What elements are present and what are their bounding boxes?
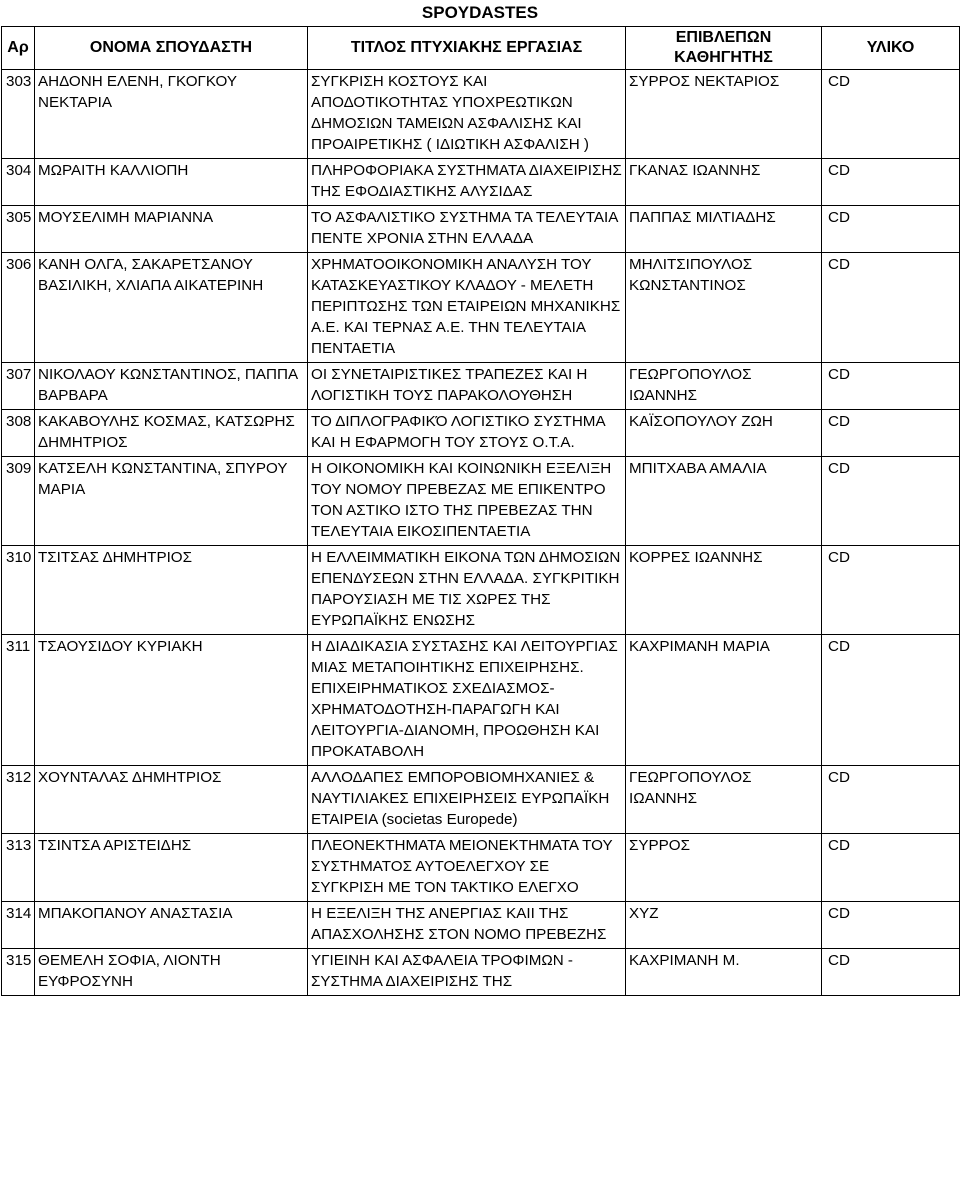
cell-thesis-title: ΣΥΓΚΡΙΣΗ ΚΟΣΤΟΥΣ ΚΑΙ ΑΠΟΔΟΤΙΚΟΤΗΤΑΣ ΥΠΟΧΡΕΩΤΙΚΩΝ ΔΗΜΟΣΙΩΝ ΤΑΜΕΙΩΝ ΑΣΦΑΛΙΣΗΣ ΚΑΙ ΠΡΟΑΙΡΕΤΙΚΗΣ ( ΙΔΙΩΤΙΚΗ ΑΣΦΑΛΙΣΗ ): [308, 70, 626, 159]
cell-supervisor: ΓΕΩΡΓΟΠΟΥΛΟΣ ΙΩΑΝΝΗΣ: [626, 363, 822, 410]
cell-num: 309: [2, 457, 35, 546]
page-title: SPOYDASTES: [421, 3, 539, 22]
cell-supervisor: ΣΥΡΡΟΣ: [626, 834, 822, 902]
cell-thesis-title: Η ΔΙΑΔΙΚΑΣΙΑ ΣΥΣΤΑΣΗΣ ΚΑΙ ΛΕΙΤΟΥΡΓΙΑΣ ΜΙΑΣ ΜΕΤΑΠΟΙΗΤΙΚΗΣ ΕΠΙΧΕΙΡΗΣΗΣ. ΕΠΙΧΕΙΡΗΜΑΤΙΚΟΣ ΣΧΕΔΙΑΣΜΟΣ-ΧΡΗΜΑΤΟΔΟΤΗΣΗ-ΠΑΡΑΓΩΓΗ ΚΑΙ ΛΕΙΤΟΥΡΓΙΑ-ΔΙΑΝΟΜΗ, ΠΡΟΩΘΗΣΗ ΚΑΙ ΠΡΟΚΑΤΑΒΟΛΗ: [308, 635, 626, 766]
cell-student-name: ΜΟΥΣΕΛΙΜΗ ΜΑΡΙΑΝΝΑ: [35, 206, 308, 253]
cell-num: 312: [2, 766, 35, 834]
cell-supervisor: ΓΕΩΡΓΟΠΟΥΛΟΣ ΙΩΑΝΝΗΣ: [626, 766, 822, 834]
cell-student-name: ΑΗΔΟΝΗ ΕΛΕΝΗ, ΓΚΟΓΚΟΥ ΝΕΚΤΑΡΙΑ: [35, 70, 308, 159]
cell-supervisor: ΠΑΠΠΑΣ ΜΙΛΤΙΑΔΗΣ: [626, 206, 822, 253]
cell-material: CD: [822, 766, 960, 834]
cell-num: 315: [2, 949, 35, 996]
cell-material: CD: [822, 159, 960, 206]
cell-material: CD: [822, 902, 960, 949]
cell-student-name: ΧΟΥΝΤΑΛΑΣ ΔΗΜΗΤΡΙΟΣ: [35, 766, 308, 834]
table-row: [2, 363, 960, 410]
cell-student-name: ΚΑΚΑΒΟΥΛΗΣ ΚΟΣΜΑΣ, ΚΑΤΣΩΡΗΣ ΔΗΜΗΤΡΙΟΣ: [35, 410, 308, 457]
cell-num: 305: [2, 206, 35, 253]
cell-material: CD: [822, 949, 960, 996]
cell-student-name: ΝΙΚΟΛΑΟΥ ΚΩΝΣΤΑΝΤΙΝΟΣ, ΠΑΠΠΑ ΒΑΡΒΑΡΑ: [35, 363, 308, 410]
cell-material: CD: [822, 253, 960, 363]
header-student: ΟΝΟΜΑ ΣΠΟΥΔΑΣΤΗ: [35, 27, 308, 70]
cell-thesis-title: ΑΛΛΟΔΑΠΕΣ ΕΜΠΟΡΟΒΙΟΜΗΧΑΝΙΕΣ & ΝΑΥΤΙΛΙΑΚΕΣ ΕΠΙΧΕΙΡΗΣΕΙΣ ΕΥΡΩΠΑΪΚΗ ΕΤΑΙΡΕΙΑ (societas Europede): [308, 766, 626, 834]
cell-supervisor: ΣΥΡΡΟΣ ΝΕΚΤΑΡΙΟΣ: [626, 70, 822, 159]
cell-supervisor: ΚΑΧΡΙΜΑΝΗ ΜΑΡΙΑ: [626, 635, 822, 766]
cell-thesis-title: Η ΕΞΕΛΙΞΗ ΤΗΣ ΑΝΕΡΓΙΑΣ ΚΑΙΙ ΤΗΣ ΑΠΑΣΧΟΛΗΣΗΣ ΣΤΟΝ ΝΟΜΟ ΠΡΕΒΕΖΗΣ: [308, 902, 626, 949]
cell-num: 310: [2, 546, 35, 635]
header-num: Αρ: [2, 27, 35, 70]
cell-material: CD: [822, 410, 960, 457]
cell-thesis-title: ΧΡΗΜΑΤΟΟΙΚΟΝΟΜΙΚΗ ΑΝΑΛΥΣΗ ΤΟΥ ΚΑΤΑΣΚΕΥΑΣΤΙΚΟΥ ΚΛΑΔΟΥ - ΜΕΛΕΤΗ ΠΕΡΙΠΤΩΣΗΣ ΤΩΝ ΕΤΑΙΡΕΙΩΝ ΜΗΧΑΝΙΚΗΣ Α.Ε. ΚΑΙ ΤΕΡΝΑΣ Α.Ε. ΤΗΝ ΤΕΛΕΥΤΑΙΑ ΠΕΝΤΑΕΤΙΑ: [308, 253, 626, 363]
cell-thesis-title: ΟΙ ΣΥΝΕΤΑΙΡΙΣΤΙΚΕΣ ΤΡΑΠΕΖΕΣ ΚΑΙ Η ΛΟΓΙΣΤΙΚΗ ΤΟΥΣ ΠΑΡΑΚΟΛΟΥΘΗΣΗ: [308, 363, 626, 410]
cell-material: CD: [822, 635, 960, 766]
cell-student-name: ΚΑΤΣΕΛΗ ΚΩΝΣΤΑΝΤΙΝΑ, ΣΠΥΡΟΥ ΜΑΡΙΑ: [35, 457, 308, 546]
table-row: [2, 949, 960, 996]
cell-supervisor: ΚΑΧΡΙΜΑΝΗ Μ.: [626, 949, 822, 996]
table-body: [2, 70, 960, 996]
cell-student-name: ΘΕΜΕΛΗ ΣΟΦΙΑ, ΛΙΟΝΤΗ ΕΥΦΡΟΣΥΝΗ: [35, 949, 308, 996]
cell-material: CD: [822, 546, 960, 635]
cell-material: CD: [822, 70, 960, 159]
cell-num: 308: [2, 410, 35, 457]
cell-thesis-title: ΥΓΙΕΙΝΗ ΚΑΙ ΑΣΦΑΛΕΙΑ ΤΡΟΦΙΜΩΝ - ΣΥΣΤΗΜΑ ΔΙΑΧΕΙΡΙΣΗΣ ΤΗΣ: [308, 949, 626, 996]
cell-student-name: ΤΣΙΤΣΑΣ ΔΗΜΗΤΡΙΟΣ: [35, 546, 308, 635]
cell-thesis-title: ΠΛΕΟΝΕΚΤΗΜΑΤΑ ΜΕΙΟΝΕΚΤΗΜΑΤΑ ΤΟΥ ΣΥΣΤΗΜΑΤΟΣ ΑΥΤΟΕΛΕΓΧΟΥ ΣΕ ΣΥΓΚΡΙΣΗ ΜΕ ΤΟΝ ΤΑΚΤΙΚΟ ΕΛΕΓΧΟ: [308, 834, 626, 902]
header-supervisor: ΕΠΙΒΛΕΠΩΝ ΚΑΘΗΓΗΤΗΣ: [626, 27, 822, 70]
cell-num: 307: [2, 363, 35, 410]
cell-thesis-title: ΠΛΗΡΟΦΟΡΙΑΚΑ ΣΥΣΤΗΜΑΤΑ ΔΙΑΧΕΙΡΙΣΗΣ ΤΗΣ ΕΦΟΔΙΑΣΤΙΚΗΣ ΑΛΥΣΙΔΑΣ: [308, 159, 626, 206]
table-row: [2, 410, 960, 457]
table-row: [2, 70, 960, 159]
header-thesis: ΤΙΤΛΟΣ ΠΤΥΧΙΑΚΗΣ ΕΡΓΑΣΙΑΣ: [308, 27, 626, 70]
cell-material: CD: [822, 457, 960, 546]
cell-num: 304: [2, 159, 35, 206]
table-row: [2, 457, 960, 546]
table-row: [2, 159, 960, 206]
cell-supervisor: ΚΟΡΡΕΣ ΙΩΑΝΝΗΣ: [626, 546, 822, 635]
header-row: [2, 27, 960, 70]
cell-student-name: ΜΩΡΑΙΤΗ ΚΑΛΛΙΟΠΗ: [35, 159, 308, 206]
cell-num: 313: [2, 834, 35, 902]
cell-material: CD: [822, 834, 960, 902]
table-row: [2, 206, 960, 253]
cell-student-name: ΚΑΝΗ ΟΛΓΑ, ΣΑΚΑΡΕΤΣΑΝΟΥ ΒΑΣΙΛΙΚΗ, ΧΛΙΑΠΑ ΑΙΚΑΤΕΡΙΝΗ: [35, 253, 308, 363]
table-row: [2, 253, 960, 363]
cell-supervisor: ΓΚΑΝΑΣ ΙΩΑΝΝΗΣ: [626, 159, 822, 206]
cell-num: 311: [2, 635, 35, 766]
cell-num: 303: [2, 70, 35, 159]
cell-thesis-title: ΤΟ ΔΙΠΛΟΓΡΑΦΙΚΌ ΛΟΓΙΣΤΙΚΟ ΣΥΣΤΗΜΑ ΚΑΙ Η ΕΦΑΡΜΟΓΗ ΤΟΥ ΣΤΟΥΣ Ο.Τ.Α.: [308, 410, 626, 457]
table-row: [2, 635, 960, 766]
cell-material: CD: [822, 206, 960, 253]
cell-student-name: ΜΠΑΚΟΠΑΝΟΥ ΑΝΑΣΤΑΣΙΑ: [35, 902, 308, 949]
cell-supervisor: ΜΠΙΤΧΑΒΑ ΑΜΑΛΙΑ: [626, 457, 822, 546]
cell-supervisor: ΜΗΛΙΤΣΙΠΟΥΛΟΣ ΚΩΝΣΤΑΝΤΙΝΟΣ: [626, 253, 822, 363]
cell-supervisor: ΚΑΪΣΟΠΟΥΛΟΥ ΖΩΗ: [626, 410, 822, 457]
header-material: ΥΛΙΚΟ: [822, 27, 960, 70]
cell-student-name: ΤΣΑΟΥΣΙΔΟΥ ΚΥΡΙΑΚΗ: [35, 635, 308, 766]
cell-num: 314: [2, 902, 35, 949]
cell-num: 306: [2, 253, 35, 363]
table-row: [2, 766, 960, 834]
table-row: [2, 834, 960, 902]
cell-student-name: ΤΣΙΝΤΣΑ ΑΡΙΣΤΕΙΔΗΣ: [35, 834, 308, 902]
cell-thesis-title: Η ΟΙΚΟΝΟΜΙΚΗ ΚΑΙ ΚΟΙΝΩΝΙΚΗ ΕΞΕΛΙΞΗ ΤΟΥ ΝΟΜΟΥ ΠΡΕΒΕΖΑΣ ΜΕ ΕΠΙΚΕΝΤΡΟ ΤΟΝ ΑΣΤΙΚΟ ΙΣΤΟ ΤΗΣ ΠΡΕΒΕΖΑΣ ΤΗΝ ΤΕΛΕΥΤΑΙΑ ΕΙΚΟΣΙΠΕΝΤΑΕΤΙΑ: [308, 457, 626, 546]
cell-thesis-title: ΤΟ ΑΣΦΑΛΙΣΤΙΚΟ ΣΥΣΤΗΜΑ ΤΑ ΤΕΛΕΥΤΑΙΑ ΠΕΝΤΕ ΧΡΟΝΙΑ ΣΤΗΝ ΕΛΛΑΔΑ: [308, 206, 626, 253]
cell-material: CD: [822, 363, 960, 410]
cell-thesis-title: Η ΕΛΛΕΙΜΜΑΤΙΚΗ ΕΙΚΟΝΑ ΤΩΝ ΔΗΜΟΣΙΩΝ ΕΠΕΝΔΥΣΕΩΝ ΣΤΗΝ ΕΛΛΑΔΑ. ΣΥΓΚΡΙΤΙΚΗ ΠΑΡΟΥΣΙΑΣΗ ΜΕ ΤΙΣ ΧΩΡΕΣ ΤΗΣ ΕΥΡΩΠΑΪΚΗΣ ΕΝΩΣΗΣ: [308, 546, 626, 635]
cell-supervisor: ΧΥΖ: [626, 902, 822, 949]
table-row: [2, 902, 960, 949]
table-row: [2, 546, 960, 635]
theses-table: [1, 26, 960, 996]
